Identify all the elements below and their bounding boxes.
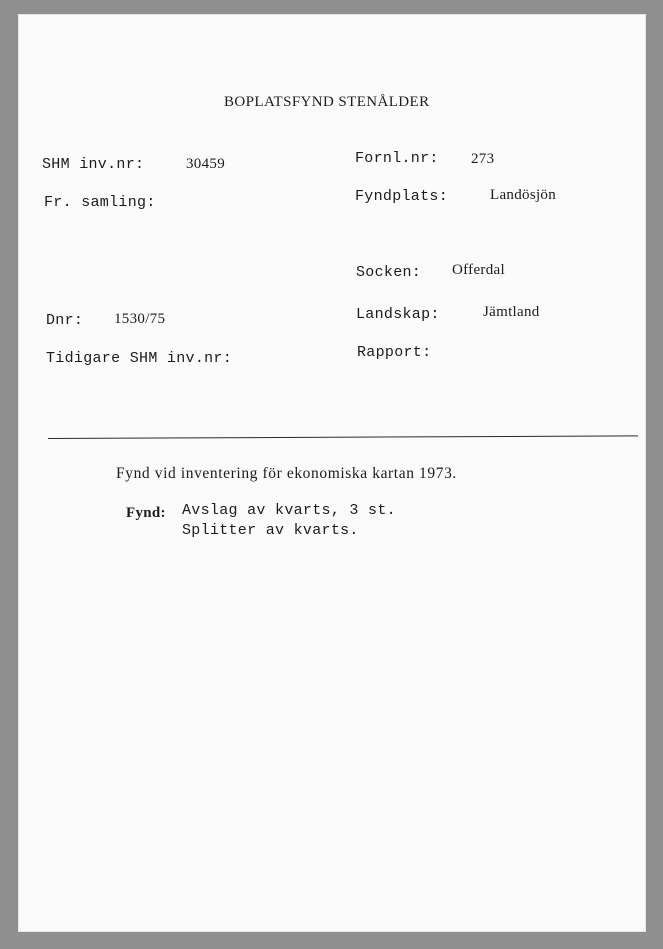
- index-card: [18, 14, 646, 932]
- landskap-label: Landskap:: [356, 306, 440, 323]
- fyndplats-value: Landösjön: [490, 187, 557, 203]
- fornl-value: 273: [471, 151, 495, 167]
- tidigare-shm-label: Tidigare SHM inv.nr:: [46, 350, 233, 367]
- socken-value: Offerdal: [452, 262, 505, 278]
- shm-inv-label: SHM inv.nr:: [42, 156, 145, 173]
- divider-line: [48, 435, 638, 439]
- find-line-1: Avslag av kvarts, 3 st.: [182, 502, 396, 519]
- fornl-label: Fornl.nr:: [355, 150, 439, 167]
- find-line-2: Splitter av kvarts.: [182, 522, 359, 539]
- dnr-label: Dnr:: [46, 312, 84, 329]
- dnr-value: 1530/75: [114, 311, 166, 327]
- fyndplats-label: Fyndplats:: [355, 188, 449, 205]
- fr-samling-label: Fr. samling:: [44, 194, 156, 211]
- fynd-label: Fynd:: [126, 505, 166, 521]
- landskap-value: Jämtland: [483, 304, 540, 320]
- socken-label: Socken:: [356, 264, 422, 281]
- shm-inv-value: 30459: [186, 156, 225, 172]
- description-text: Fynd vid inventering för ekonomiska kartan 1973.: [116, 465, 457, 482]
- card-title: BOPLATSFYND STENÅLDER: [224, 94, 430, 110]
- rapport-label: Rapport:: [357, 344, 432, 361]
